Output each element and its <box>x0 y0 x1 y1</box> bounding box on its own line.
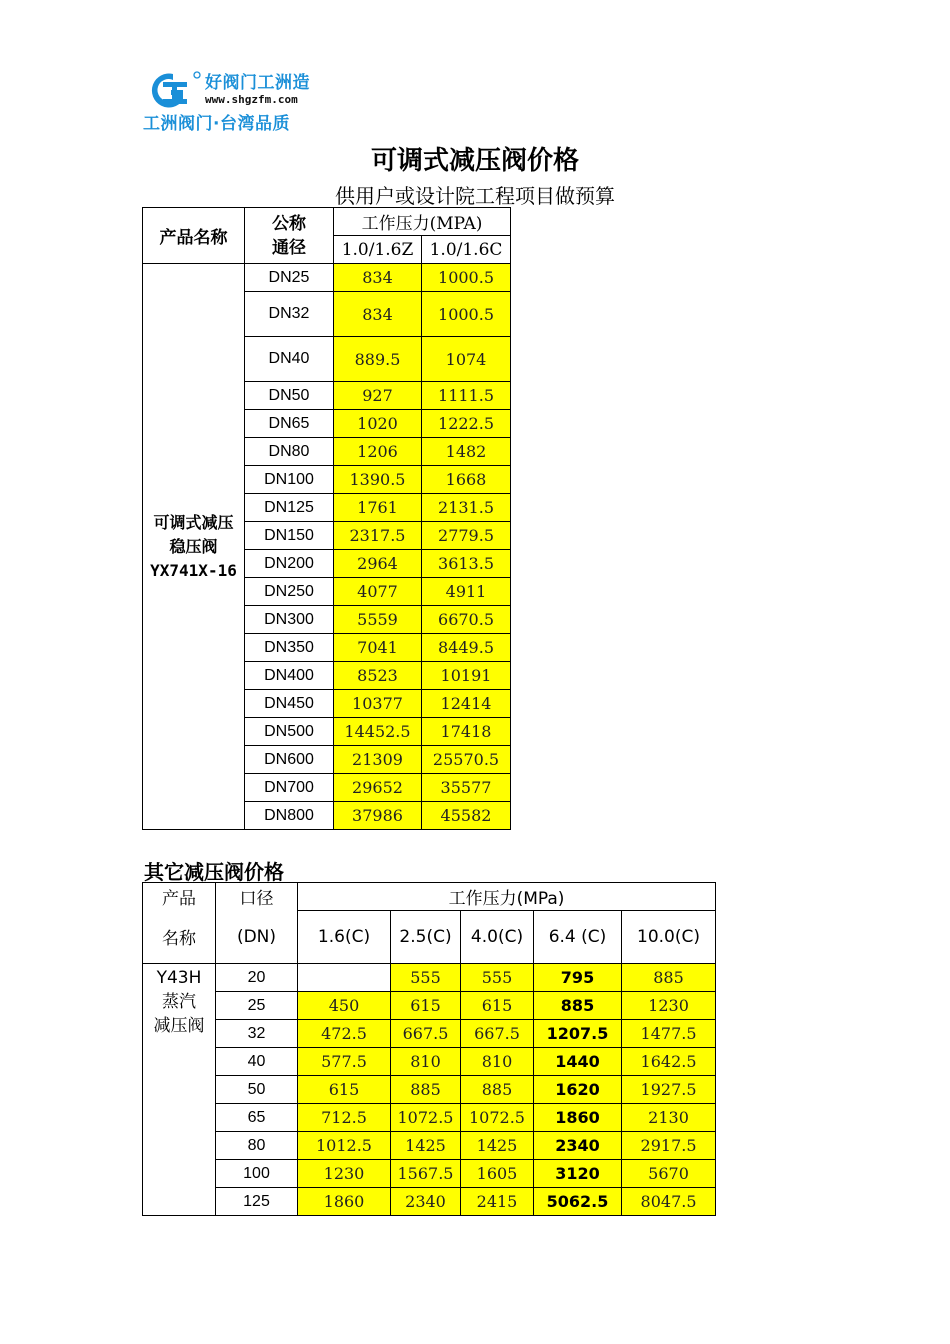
caliber-cell: 32 <box>216 1020 298 1048</box>
product-name-line: 稳压阀 <box>169 536 218 556</box>
price-cell-c: 1000.5 <box>422 264 511 292</box>
price-cell-c: 8449.5 <box>422 634 511 662</box>
price-cell-z: 21309 <box>334 746 422 774</box>
price-cell-c: 10191 <box>422 662 511 690</box>
caliber-cell: 100 <box>216 1160 298 1188</box>
page-subtitle: 供用户或设计院工程项目做预算 <box>335 184 615 208</box>
caliber-cell: 65 <box>216 1104 298 1132</box>
price-cell-c: 1074 <box>422 337 511 382</box>
price-cell: 1860 <box>298 1188 391 1216</box>
product-name-line: 可调式减压 <box>153 512 234 532</box>
header-pressure-2-5: 2.5(C) <box>391 911 461 964</box>
price-cell: 8047.5 <box>622 1188 716 1216</box>
product-name-line: Y43H <box>156 968 202 988</box>
table-row <box>143 264 511 292</box>
price-cell: 1567.5 <box>391 1160 461 1188</box>
price-cell: 2917.5 <box>622 1132 716 1160</box>
price-cell: 667.5 <box>391 1020 461 1048</box>
price-cell-z: 14452.5 <box>334 718 422 746</box>
price-cell: 1230 <box>622 992 716 1020</box>
price-cell-c: 12414 <box>422 690 511 718</box>
dn-cell: DN300 <box>245 606 334 634</box>
caliber-cell: 50 <box>216 1076 298 1104</box>
dn-cell: DN25 <box>245 264 334 292</box>
price-cell: 1425 <box>461 1132 534 1160</box>
header-dn-unit: (DN) <box>216 911 298 964</box>
price-cell: 885 <box>391 1076 461 1104</box>
caliber-cell: 25 <box>216 992 298 1020</box>
price-cell-c: 17418 <box>422 718 511 746</box>
caliber-cell: 20 <box>216 964 298 992</box>
logo-tagline: 工洲阀门·台湾品质 <box>143 114 290 134</box>
price-cell: 615 <box>461 992 534 1020</box>
price-cell: 615 <box>391 992 461 1020</box>
table-row <box>143 1076 716 1104</box>
price-cell: 1012.5 <box>298 1132 391 1160</box>
dn-cell: DN700 <box>245 774 334 802</box>
price-cell: 472.5 <box>298 1020 391 1048</box>
price-cell-c: 1222.5 <box>422 410 511 438</box>
header-nominal-size-line1: 公称 <box>272 213 306 234</box>
price-cell-c: 1000.5 <box>422 292 511 337</box>
price-cell-z: 2317.5 <box>334 522 422 550</box>
price-cell-z: 8523 <box>334 662 422 690</box>
header-product: 产品 <box>143 883 216 911</box>
price-cell: 5062.5 <box>534 1188 622 1216</box>
price-cell-z: 1761 <box>334 494 422 522</box>
price-cell: 2415 <box>461 1188 534 1216</box>
header-working-pressure: 工作压力(MPA) <box>334 208 511 236</box>
dn-cell: DN500 <box>245 718 334 746</box>
price-cell: 1477.5 <box>622 1020 716 1048</box>
price-cell: 885 <box>534 992 622 1020</box>
price-cell-z: 889.5 <box>334 337 422 382</box>
product-name-line: 减压阀 <box>153 1016 205 1036</box>
table-row <box>143 1160 716 1188</box>
price-table-yx741x <box>142 207 511 830</box>
header-pressure-10-0: 10.0(C) <box>622 911 716 964</box>
price-cell: 667.5 <box>461 1020 534 1048</box>
price-cell-c: 3613.5 <box>422 550 511 578</box>
dn-cell: DN400 <box>245 662 334 690</box>
dn-cell: DN100 <box>245 466 334 494</box>
price-cell: 712.5 <box>298 1104 391 1132</box>
price-cell-z: 834 <box>334 292 422 337</box>
price-cell-z: 1390.5 <box>334 466 422 494</box>
price-cell-z: 7041 <box>334 634 422 662</box>
price-cell-c: 45582 <box>422 802 511 830</box>
logo-website: www.shgzfm.com <box>205 93 298 106</box>
price-cell: 5670 <box>622 1160 716 1188</box>
header-nominal-size-line2: 通径 <box>272 237 306 258</box>
header-caliber: 口径 <box>216 883 298 911</box>
price-cell: 450 <box>298 992 391 1020</box>
price-cell: 1620 <box>534 1076 622 1104</box>
product-name-cell <box>143 264 245 830</box>
product-name-cell-2 <box>143 964 216 1216</box>
price-cell: 555 <box>391 964 461 992</box>
table-row <box>143 1104 716 1132</box>
price-cell-z: 1020 <box>334 410 422 438</box>
price-cell: 1230 <box>298 1160 391 1188</box>
price-cell: 1927.5 <box>622 1076 716 1104</box>
header-pressure-z: 1.0/1.6Z <box>334 236 422 264</box>
header-product-name-2: 名称 <box>143 911 216 964</box>
price-cell: 615 <box>298 1076 391 1104</box>
price-cell-c: 6670.5 <box>422 606 511 634</box>
dn-cell: DN350 <box>245 634 334 662</box>
price-cell-c: 1111.5 <box>422 382 511 410</box>
price-cell: 2340 <box>391 1188 461 1216</box>
price-cell-z: 2964 <box>334 550 422 578</box>
price-cell: 2130 <box>622 1104 716 1132</box>
dn-cell: DN150 <box>245 522 334 550</box>
table-row <box>143 964 716 992</box>
price-cell-c: 1668 <box>422 466 511 494</box>
company-logo <box>143 68 343 133</box>
price-cell-z: 5559 <box>334 606 422 634</box>
price-cell: 3120 <box>534 1160 622 1188</box>
price-cell-z: 10377 <box>334 690 422 718</box>
dn-cell: DN600 <box>245 746 334 774</box>
dn-cell: DN80 <box>245 438 334 466</box>
dn-cell: DN65 <box>245 410 334 438</box>
price-cell-z: 4077 <box>334 578 422 606</box>
table-row <box>143 992 716 1020</box>
dn-cell: DN40 <box>245 337 334 382</box>
price-cell: 577.5 <box>298 1048 391 1076</box>
price-cell: 1605 <box>461 1160 534 1188</box>
dn-cell: DN250 <box>245 578 334 606</box>
table-row <box>143 1132 716 1160</box>
header-product-name: 产品名称 <box>143 208 245 264</box>
gz-logo-icon <box>143 68 205 110</box>
price-cell: 885 <box>622 964 716 992</box>
price-cell-z: 927 <box>334 382 422 410</box>
price-cell: 555 <box>461 964 534 992</box>
header-nominal-size <box>245 208 334 264</box>
header-pressure-c: 1.0/1.6C <box>422 236 511 264</box>
price-cell-z: 1206 <box>334 438 422 466</box>
price-cell: 1072.5 <box>391 1104 461 1132</box>
caliber-cell: 125 <box>216 1188 298 1216</box>
price-table-y43h <box>142 882 716 1216</box>
dn-cell: DN200 <box>245 550 334 578</box>
price-cell-z: 37986 <box>334 802 422 830</box>
price-cell-c: 25570.5 <box>422 746 511 774</box>
price-cell: 1425 <box>391 1132 461 1160</box>
section-title-other-valves: 其它减压阀价格 <box>144 860 284 884</box>
caliber-cell: 80 <box>216 1132 298 1160</box>
logo-brand-text: 好阀门工洲造 <box>205 73 310 93</box>
price-cell: 2340 <box>534 1132 622 1160</box>
price-cell: 1642.5 <box>622 1048 716 1076</box>
price-cell: 810 <box>391 1048 461 1076</box>
price-cell <box>298 964 391 992</box>
price-cell: 1072.5 <box>461 1104 534 1132</box>
table-row <box>143 1048 716 1076</box>
price-cell-c: 1482 <box>422 438 511 466</box>
price-cell-c: 35577 <box>422 774 511 802</box>
dn-cell: DN32 <box>245 292 334 337</box>
dn-cell: DN50 <box>245 382 334 410</box>
table-row <box>143 1020 716 1048</box>
price-cell: 810 <box>461 1048 534 1076</box>
price-cell: 1207.5 <box>534 1020 622 1048</box>
header-pressure-4-0: 4.0(C) <box>461 911 534 964</box>
dn-cell: DN125 <box>245 494 334 522</box>
price-cell: 885 <box>461 1076 534 1104</box>
product-name-line: 蒸汽 <box>162 992 196 1012</box>
price-cell-c: 2131.5 <box>422 494 511 522</box>
price-cell-c: 4911 <box>422 578 511 606</box>
table-row <box>143 1188 716 1216</box>
price-cell-z: 834 <box>334 264 422 292</box>
caliber-cell: 40 <box>216 1048 298 1076</box>
header-working-pressure-2: 工作压力(MPa) <box>298 883 716 911</box>
dn-cell: DN450 <box>245 690 334 718</box>
price-cell-c: 2779.5 <box>422 522 511 550</box>
price-cell: 1440 <box>534 1048 622 1076</box>
page-title: 可调式减压阀价格 <box>370 146 579 176</box>
price-cell: 795 <box>534 964 622 992</box>
product-name-line: YX741X-16 <box>150 560 237 580</box>
header-pressure-1-6: 1.6(C) <box>298 911 391 964</box>
price-cell: 1860 <box>534 1104 622 1132</box>
header-pressure-6-4: 6.4 (C) <box>534 911 622 964</box>
price-cell-z: 29652 <box>334 774 422 802</box>
dn-cell: DN800 <box>245 802 334 830</box>
